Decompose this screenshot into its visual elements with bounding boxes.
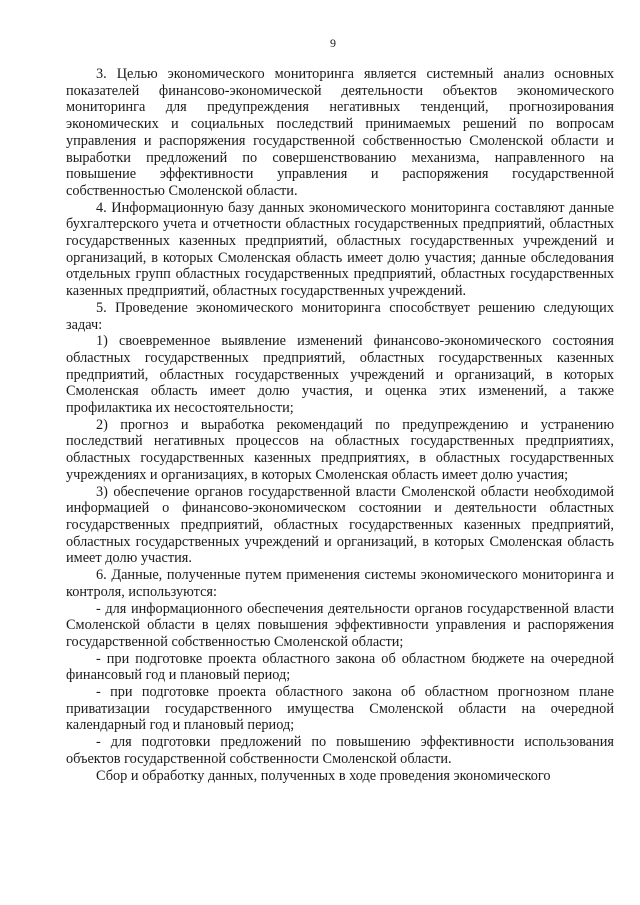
paragraph-data-collection: Сбор и обработку данных, полученных в ходе проведения экономического (96, 767, 551, 784)
paragraph-5-tasks: 5. Проведение экономического мониторинга способствует решению следующих задач: (66, 299, 614, 333)
usage-item-2: - при подготовке проекта областного закона об областном бюджете на очередной финансовый год и плановый период; (66, 650, 614, 684)
paragraph-6-usage: 6. Данные, полученные путем применения системы экономического мониторинга и контроля, используются: (66, 567, 614, 600)
usage-item-1: - для информационного обеспечения деятельности органов государственной власти Смоленской области в целях повышения эффективности управления и распоряжения государственной собственностью Смоленской области; (66, 600, 614, 650)
paragraph-3-goal: 3. Целью экономического мониторинга является системный анализ основных показателей финансово-экономической деятельности объектов экономического мониторинга для предупреждения негативных тенденций, прогнозирования экономических и социальных последствий принимаемых решений по вопросам управления и распоряжения государственной собственностью Смоленской области и выработки предложений по совершенствованию механизма, направленного на повышение эффективности управления и распоряжения государственной собственностью Смоленской области. (66, 66, 614, 199)
task-item-3: 3) обеспечение органов государственной власти Смоленской области необходимой информацией о финансово-экономическом состоянии и деятельности областных государственных предприятий, областных государственных казенных предприятий, областных государственных учреждений и организаций, в которых Смоленская область имеет долю участия. (66, 483, 614, 567)
task-item-2: 2) прогноз и выработка рекомендаций по предупреждению и устранению последствий негативных процессов на областных государственных предприятиях, областных государственных казенных предприятиях, в областных государственных учреждениях и организациях, в которых Смоленская область имеет долю участия; (66, 416, 614, 483)
page-number: 9 (330, 36, 336, 50)
usage-item-4: - для подготовки предложений по повышению эффективности использования объектов государственной собственности Смоленской области. (66, 734, 614, 767)
paragraph-4-info-base: 4. Информационную базу данных экономического мониторинга составляют данные бухгалтерского учета и отчетности областных государственных предприятий, областных государственных казенных предприятий, областных государственных учреждений и организаций, в которых Смоленская область имеет долю участия; данные обследования отдельных групп областных государственных предприятий, областных государственных казенных предприятий, областных государственных учреждений. (66, 199, 614, 300)
usage-item-3: - при подготовке проекта областного закона об областном прогнозном плане приватизации государственного имущества Смоленской области на очередной календарный год и плановый период; (66, 684, 614, 734)
task-item-1: 1) своевременное выявление изменений финансово-экономического состояния областных государственных предприятий, областных государственных казенных предприятий, областных государственных учреждений и организаций, в которых Смоленская область имеет долю участия, и оценка этих изменений, а также профилактика их несостоятельности; (66, 333, 614, 417)
